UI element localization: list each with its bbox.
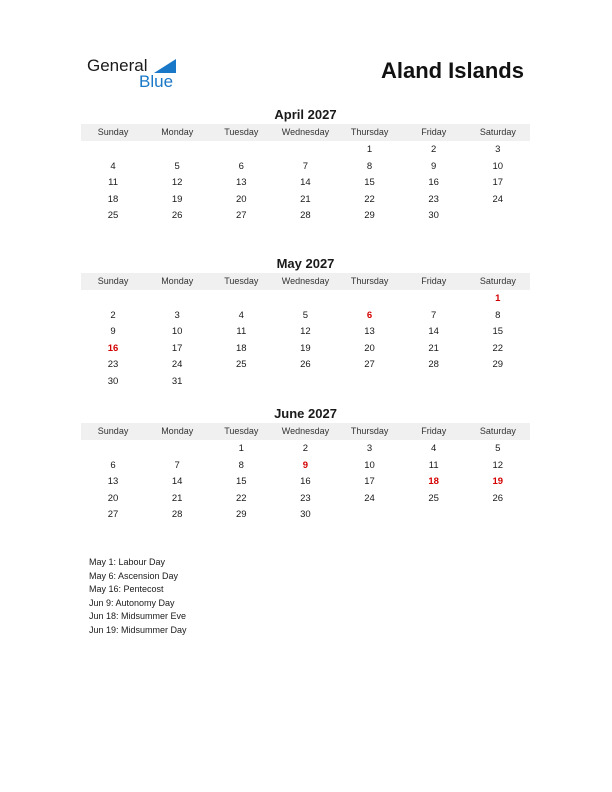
day-grid [81, 142, 530, 225]
day-cell: 6 [110, 459, 116, 471]
day-cell: 17 [171, 342, 183, 354]
holiday-day-cell: 19 [492, 476, 504, 488]
day-cell: 25 [107, 210, 119, 222]
day-cell: 10 [364, 459, 375, 471]
day-cell: 15 [364, 177, 375, 189]
empty-cell [145, 291, 209, 308]
weekday-label: Tuesday [224, 276, 259, 286]
weekday-label: Monday [161, 127, 194, 137]
empty-cell [338, 291, 402, 308]
weekday-label: Saturday [479, 276, 516, 286]
day-cell: 29 [492, 359, 504, 371]
empty-cell [273, 291, 337, 308]
holiday-item: Jun 9: Autonomy Day [89, 597, 175, 608]
weekday-label: Saturday [479, 127, 516, 137]
day-cell: 27 [107, 509, 119, 521]
day-cell: 23 [107, 359, 119, 371]
day-cell: 19 [300, 342, 311, 354]
weekday-label: Wednesday [281, 127, 330, 137]
day-cell: 8 [366, 160, 373, 172]
day-cell: 26 [492, 492, 504, 504]
day-cell: 8 [238, 459, 244, 471]
day-cell: 21 [300, 193, 311, 205]
holiday-day-cell: 6 [366, 309, 373, 321]
day-cell: 14 [428, 326, 439, 338]
day-cell: 1 [238, 443, 244, 454]
holiday-day-cell: 9 [302, 459, 309, 471]
day-cell: 28 [171, 509, 183, 521]
day-cell: 12 [300, 326, 311, 338]
weekday-label: Sunday [97, 426, 129, 436]
day-cell: 29 [236, 509, 247, 521]
day-grid [81, 291, 530, 391]
day-cell: 13 [107, 476, 119, 488]
day-cell: 20 [364, 342, 375, 354]
day-cell: 7 [302, 160, 309, 172]
day-cell: 12 [171, 177, 183, 189]
day-grid [81, 441, 530, 524]
logo-word-general: General [87, 56, 148, 75]
day-cell: 27 [236, 210, 247, 222]
empty-cell [81, 142, 145, 159]
holiday-item: Jun 19: Midsummer Day [89, 624, 187, 635]
day-cell: 30 [107, 375, 119, 387]
weekday-label: Sunday [97, 127, 129, 137]
day-cell: 12 [492, 459, 504, 471]
weekday-label: Wednesday [281, 276, 330, 286]
holiday-list [89, 556, 187, 637]
day-cell: 26 [171, 210, 183, 222]
day-cell: 9 [110, 326, 116, 338]
day-cell: 25 [428, 492, 439, 504]
weekday-header [81, 273, 530, 290]
day-cell: 3 [495, 144, 501, 155]
holiday-day-cell: 18 [428, 476, 439, 488]
day-cell: 17 [492, 177, 504, 189]
country-title: Aland Islands [380, 58, 524, 83]
day-cell: 2 [431, 144, 437, 155]
day-cell: 7 [431, 309, 437, 321]
day-cell: 2 [302, 443, 309, 454]
day-cell: 10 [171, 326, 183, 338]
empty-cell [145, 142, 209, 159]
day-cell: 13 [236, 177, 247, 189]
day-cell: 15 [236, 476, 247, 488]
weekday-label: Monday [161, 426, 194, 436]
day-cell: 8 [495, 309, 501, 321]
day-cell: 21 [171, 492, 183, 504]
weekday-header [81, 423, 530, 440]
empty-cell [209, 291, 273, 308]
day-cell: 23 [428, 193, 439, 205]
holiday-item: Jun 18: Midsummer Eve [89, 611, 187, 621]
day-cell: 7 [174, 459, 180, 471]
empty-cell [81, 441, 145, 458]
holiday-item: May 6: Ascension Day [89, 570, 179, 581]
empty-cell [402, 291, 466, 308]
day-cell: 16 [428, 177, 439, 189]
day-cell: 31 [171, 375, 183, 387]
day-cell: 30 [428, 210, 439, 222]
holiday-day-cell: 16 [107, 342, 119, 354]
day-cell: 15 [492, 326, 504, 338]
day-cell: 4 [110, 160, 116, 172]
day-cell: 22 [364, 193, 375, 205]
weekday-label: Friday [421, 127, 447, 137]
day-cell: 14 [300, 177, 311, 189]
month-may [81, 255, 530, 391]
brand-logo [87, 56, 187, 92]
day-cell: 13 [364, 326, 375, 338]
holiday-day-cell: 1 [495, 293, 501, 304]
weekday-header [81, 124, 530, 141]
weekday-label: Tuesday [224, 426, 259, 436]
day-cell: 26 [300, 359, 311, 371]
day-cell: 10 [492, 160, 504, 172]
holiday-item: May 16: Pentecost [89, 584, 164, 594]
month-title: April 2027 [274, 107, 337, 122]
empty-cell [209, 142, 273, 159]
day-cell: 23 [300, 492, 311, 504]
day-cell: 21 [428, 342, 439, 354]
day-cell: 20 [236, 193, 247, 205]
logo-triangle-icon [154, 59, 176, 73]
weekday-label: Friday [421, 426, 447, 436]
day-cell: 24 [171, 359, 183, 371]
logo-word-blue: Blue [139, 72, 174, 91]
day-cell: 4 [238, 309, 244, 321]
weekday-label: Thursday [350, 127, 389, 137]
day-cell: 4 [431, 443, 437, 454]
day-cell: 5 [302, 309, 309, 321]
day-cell: 24 [364, 492, 375, 504]
day-cell: 11 [108, 177, 118, 189]
empty-cell [81, 291, 145, 308]
day-cell: 22 [492, 342, 504, 354]
day-cell: 28 [300, 210, 311, 222]
day-cell: 11 [428, 459, 439, 471]
month-june [81, 405, 530, 524]
holiday-item: May 1: Labour Day [89, 557, 166, 567]
empty-cell [145, 441, 209, 458]
day-cell: 24 [492, 193, 504, 205]
weekday-label: Sunday [97, 276, 129, 286]
day-cell: 20 [107, 492, 119, 504]
day-cell: 2 [110, 309, 116, 321]
day-cell: 6 [238, 160, 244, 172]
month-title: May 2027 [276, 256, 335, 271]
day-cell: 18 [236, 342, 247, 354]
day-cell: 22 [236, 492, 247, 504]
day-cell: 16 [300, 476, 311, 488]
day-cell: 11 [236, 326, 247, 338]
day-cell: 17 [364, 476, 375, 488]
day-cell: 18 [107, 193, 119, 205]
month-title: June 2027 [274, 406, 337, 421]
day-cell: 29 [364, 210, 375, 222]
day-cell: 1 [366, 144, 373, 155]
day-cell: 9 [431, 160, 437, 172]
day-cell: 14 [171, 476, 183, 488]
day-cell: 19 [171, 193, 183, 205]
day-cell: 3 [174, 309, 180, 321]
day-cell: 5 [495, 443, 501, 454]
day-cell: 27 [364, 359, 375, 371]
day-cell: 25 [236, 359, 247, 371]
day-cell: 3 [366, 443, 373, 454]
weekday-label: Thursday [350, 426, 389, 436]
weekday-label: Monday [161, 276, 194, 286]
weekday-label: Tuesday [224, 127, 259, 137]
weekday-label: Saturday [479, 426, 516, 436]
weekday-label: Wednesday [281, 426, 330, 436]
day-cell: 28 [428, 359, 439, 371]
empty-cell [273, 142, 337, 159]
weekday-label: Thursday [350, 276, 389, 286]
day-cell: 30 [300, 509, 311, 521]
weekday-label: Friday [421, 276, 447, 286]
month-april [81, 106, 530, 225]
day-cell: 5 [174, 160, 180, 172]
